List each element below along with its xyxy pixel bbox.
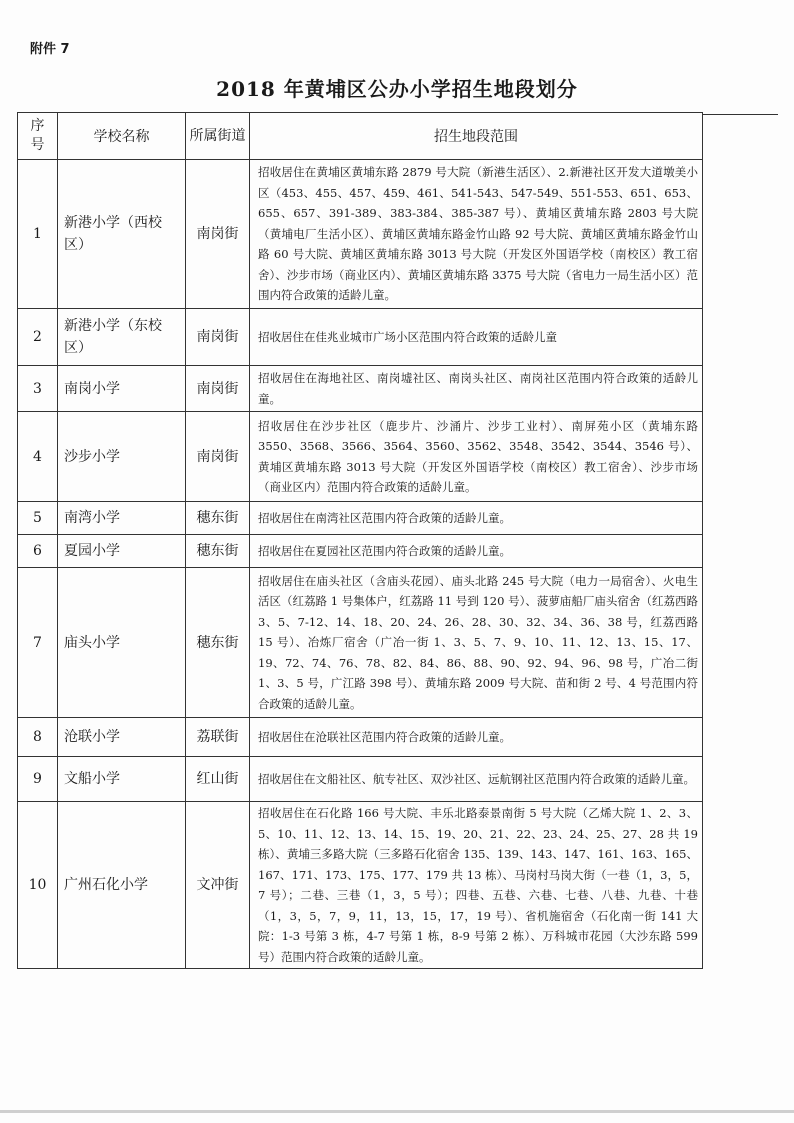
table-header-row [18,113,703,160]
table-row [18,802,703,969]
row-street: 荔联街 [186,718,250,757]
table-row [18,535,703,568]
row-scope: 招收居住在石化路 166 号大院、丰乐北路泰景南街 5 号大院（乙烯大院 1、2、3、5、10、11、12、13、14、15、19、20、21、22、23、24、25、27、28 共 19 栋）、黄埔三多路大院（三多路石化宿舍 135、139、143、147、161、163、165、167、171、173、175、177、179 共 13 栋）、马岗村马岗大街（一巷（1，3，5，7 号）；二巷、三巷（1，3，5 号）；四巷、五巷、六巷、七巷、八巷、九巷、十巷（1，3，5，7，9，11，13，15，17，19 号）、省机施宿舍（石化南一街 141 大院：1-3 号第 3 栋，4-7 号第 1 栋，8-9 号第 2 栋）、万科城市花园（大沙东路 599 号）范围内符合政策的适龄儿童。 [250,802,703,969]
header-rule-extension [702,114,778,115]
row-school: 文船小学 [58,757,186,802]
row-school: 沙步小学 [58,412,186,502]
row-street: 南岗街 [186,412,250,502]
page-title: 2018 年黄埔区公办小学招生地段划分 [216,77,578,101]
table-row [18,757,703,802]
row-street: 穗东街 [186,502,250,535]
row-school: 新港小学（西校区） [58,160,186,309]
attachment-label: 附件 7 [30,42,70,57]
row-school: 南岗小学 [58,366,186,412]
row-no: 7 [18,568,58,718]
row-scope: 招收居住在夏园社区范围内符合政策的适龄儿童。 [250,535,703,568]
table-row [18,718,703,757]
row-street: 文冲街 [186,802,250,969]
enrollment-table [17,112,703,969]
header-scope: 招生地段范围 [250,113,703,160]
row-scope: 招收居住在文船社区、航专社区、双沙社区、远航钢社区范围内符合政策的适龄儿童。 [250,757,703,802]
header-no: 序号 [18,113,58,160]
row-no: 9 [18,757,58,802]
row-scope: 招收居住在黄埔区黄埔东路 2879 号大院（新港生活区）、2.新港社区开发大道墩美小区（453、455、457、459、461、541-543、547-549、551-553、651、653、655、657、391-389、383-384、385-387 号）、黄埔区黄埔东路 2803 号大院（黄埔电厂生活小区）、黄埔区黄埔东路金竹山路 92 号大院、黄埔区黄埔东路金竹山路 60 号大院、黄埔区黄埔东路 3013 号大院（开发区外国语学校（南校区）教工宿舍）、沙步市场（商业区内）、黄埔区黄埔东路 3375 号大院（省电力一局生活小区）范围内符合政策的适龄儿童。 [250,160,703,309]
row-no: 5 [18,502,58,535]
row-scope: 招收居住在南湾社区范围内符合政策的适龄儿童。 [250,502,703,535]
header-street: 所属街道 [186,113,250,160]
row-scope: 招收居住在沙步社区（鹿步片、沙涌片、沙步工业村）、南屏苑小区（黄埔东路 3550、3568、3566、3564、3560、3562、3548、3542、3544、3546 号）、黄埔区黄埔东路 3013 号大院（开发区外国语学校（南校区）教工宿舍）、沙步市场（商业区内）范围内符合政策的适龄儿童。 [250,412,703,502]
row-street: 红山街 [186,757,250,802]
header-school: 学校名称 [58,113,186,160]
row-school: 广州石化小学 [58,802,186,969]
row-no: 10 [18,802,58,969]
row-no: 4 [18,412,58,502]
row-no: 6 [18,535,58,568]
row-school: 庙头小学 [58,568,186,718]
table-row [18,160,703,309]
table-row [18,568,703,718]
table-row [18,502,703,535]
table-row [18,309,703,366]
row-street: 南岗街 [186,309,250,366]
row-no: 3 [18,366,58,412]
row-no: 1 [18,160,58,309]
row-no: 2 [18,309,58,366]
row-scope: 招收居住在海地社区、南岗墟社区、南岗头社区、南岗社区范围内符合政策的适龄儿童。 [250,366,703,412]
table-row [18,412,703,502]
row-scope: 招收居住在庙头社区（含庙头花园）、庙头北路 245 号大院（电力一局宿舍）、火电生活区（红荔路 1 号集体户，红荔路 11 号到 120 号）、菠萝庙船厂庙头宿舍（红荔西路 3、5、7-12、14、18、20、24、26、28、30、32、34、36、38 号，红荔西路 15 号）、冶炼厂宿舍（广冶一街 1、3、5、7、9、10、11、12、13、15、17、19、72、74、76、78、82、84、86、88、90、92、94、96、98 号，广冶二街 1、3、5 号，广江路 398 号）、黄埔东路 2009 号大院、苗和街 2 号、4 号范围内符合政策的适龄儿童。 [250,568,703,718]
row-school: 南湾小学 [58,502,186,535]
row-street: 穗东街 [186,535,250,568]
page-bottom-edge [0,1110,794,1113]
row-street: 南岗街 [186,160,250,309]
row-no: 8 [18,718,58,757]
row-street: 南岗街 [186,366,250,412]
row-school: 新港小学（东校区） [58,309,186,366]
row-school: 沧联小学 [58,718,186,757]
row-scope: 招收居住在沧联社区范围内符合政策的适龄儿童。 [250,718,703,757]
row-street: 穗东街 [186,568,250,718]
row-school: 夏园小学 [58,535,186,568]
table-row [18,366,703,412]
row-scope: 招收居住在佳兆业城市广场小区范围内符合政策的适龄儿童 [250,309,703,366]
